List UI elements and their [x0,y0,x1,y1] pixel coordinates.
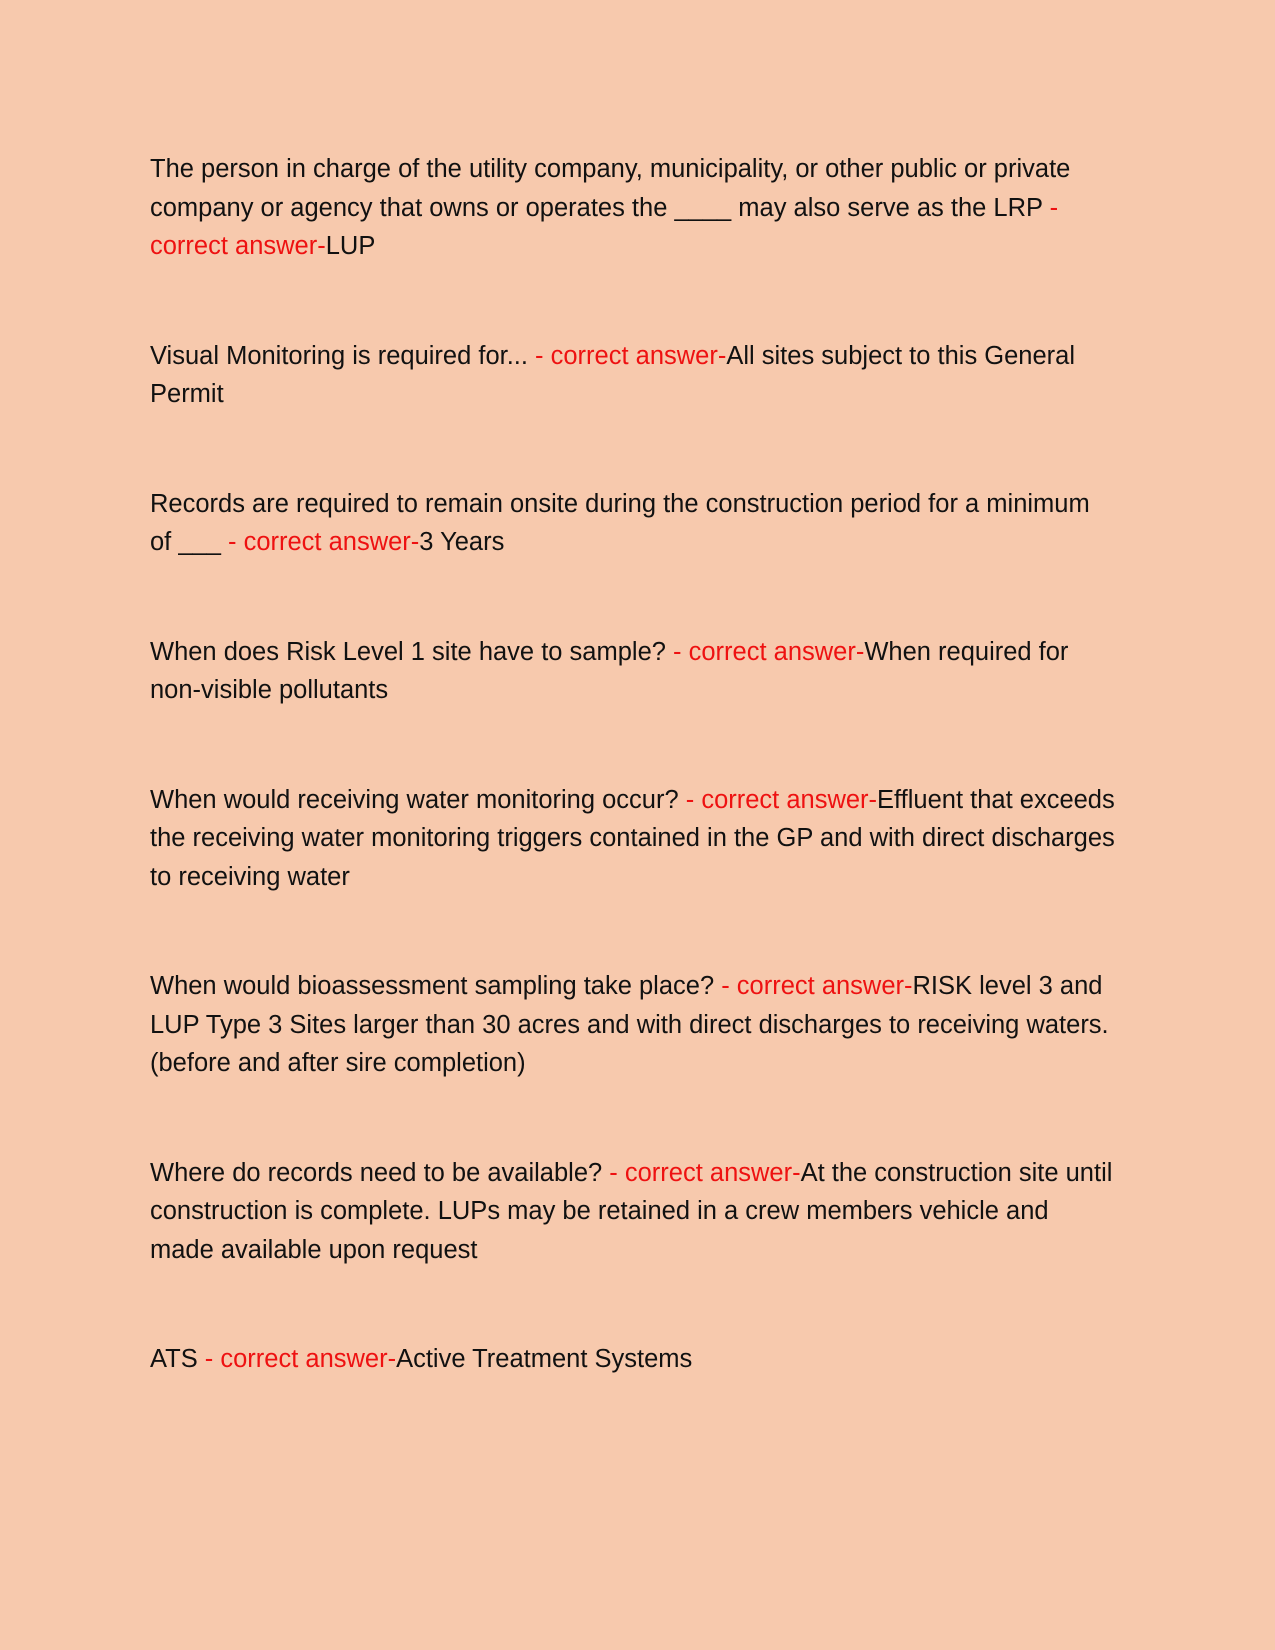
correct-answer-marker: - correct answer- [527,341,727,370]
qa-item [150,1154,1115,1270]
correct-answer-marker: - correct answer- [197,1345,397,1373]
qa-item [150,150,1115,266]
correct-answer-marker: - correct answer- [602,1158,801,1187]
answer-text: RISK level 3 and LUP Type 3 Sites larger than 30 acres and with direct discharges to receiving waters. (before and after sire completion) [150,972,1109,1077]
correct-answer-marker: - correct answer- [665,637,865,666]
answer-text: 3 Years [419,528,505,556]
question-text: When would receiving water monitoring occur? [150,785,679,814]
qa-item [150,337,1115,414]
correct-answer-marker: - correct answer- [678,785,878,814]
correct-answer-marker: - correct answer- [150,193,1059,260]
question-text: ATS [150,1345,198,1373]
question-text: When would bioassessment sampling take place? [150,972,715,1000]
document-page [150,150,1115,1450]
question-text: When does Risk Level 1 site have to sample? [150,637,666,666]
qa-item [150,1340,1115,1379]
answer-text: All sites subject to this General Permit [150,341,1076,408]
qa-item [150,633,1115,710]
correct-answer-marker: - correct answer- [714,972,913,1000]
answer-text: LUP [325,232,376,260]
qa-item [150,781,1115,897]
answer-text: At the construction site until construction is complete. LUPs may be retained in a crew members vehicle and made available upon request [150,1158,1113,1264]
answer-text: When required for non-visible pollutants [150,637,1069,704]
answer-text: Active Treatment Systems [396,1345,693,1373]
question-text: Records are required to remain onsite during the construction period for a minimum of ___ [150,489,1090,556]
correct-answer-marker: - correct answer- [220,528,420,556]
qa-item [150,485,1115,562]
answer-text: Effluent that exceeds the receiving water monitoring triggers contained in the GP and with direct discharges to receiving water [150,785,1115,891]
question-text: Where do records need to be available? [150,1158,603,1187]
question-text: Visual Monitoring is required for... [150,341,528,370]
qa-item [150,967,1115,1083]
question-text: The person in charge of the utility company, municipality, or other public or private company or agency that owns or operates the ____ may also serve as the LRP [150,155,1071,222]
